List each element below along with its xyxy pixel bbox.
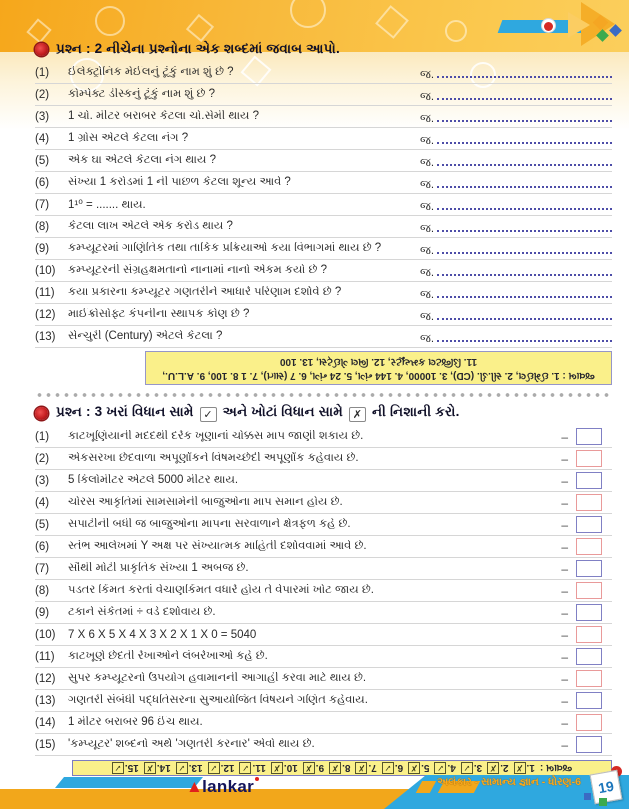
question-number: (12) xyxy=(35,308,56,321)
q2-row-10 xyxy=(35,260,612,282)
dash: – xyxy=(561,451,568,466)
q3-row-6 xyxy=(35,536,612,558)
q2-section-header xyxy=(35,36,612,62)
q3-row-4 xyxy=(35,492,612,514)
statement-text: કાટખૂણે છેદતી રેખાઓને લંબરેખાઓ કહે છે. xyxy=(68,650,268,662)
dash: – xyxy=(561,737,568,752)
answer-blank-line[interactable] xyxy=(437,152,612,166)
mark-number: 10. xyxy=(283,762,298,774)
mark-box: ✓ xyxy=(208,762,220,774)
question-text: કમ્પ્યૂટરમાં ગાણિતિક તથા તાર્કિક પ્રક્રિયાઓ કયા વિભાગમાં થાય છે ? xyxy=(68,242,382,254)
answer-zone xyxy=(420,196,612,214)
question-number: (1) xyxy=(35,66,50,79)
page-footer xyxy=(0,773,629,809)
statement-text: એકસરખા છેદવાળા અપૂર્ણાંકને વિષમચ્છેદી અપૂર્ણાંક કહેવાય છે. xyxy=(68,452,359,464)
statement-number: (8) xyxy=(35,584,50,597)
question-number: (10) xyxy=(35,264,56,277)
mark-box: ✓ xyxy=(382,762,394,774)
dash: – xyxy=(561,605,568,620)
q3-row-3 xyxy=(35,470,612,492)
mark-box: ✓ xyxy=(176,762,188,774)
statement-text: ચોરસ આકૃતિમાં સામસામેની બાજુઓના માપ સમાન હોય છે. xyxy=(68,496,343,508)
answer-zone xyxy=(420,174,612,192)
section-divider-dots xyxy=(35,392,612,398)
question-text: કયા પ્રકારના કમ્પ્યૂટર ગણતરીને આધારે પરિણામ દર્શાવે છે ? xyxy=(68,286,342,298)
statement-text: કાટખૂણિયાની મદદથી દરેક ખૂણાનાં ચોક્કસ માપ જાણી શકાય છે. xyxy=(68,430,364,442)
answer-zone xyxy=(420,284,612,302)
answer-prefix: જ. xyxy=(420,244,435,257)
q3-row-12 xyxy=(35,668,612,690)
logo-a-triangle: ▲ xyxy=(186,777,204,796)
answer-checkbox[interactable] xyxy=(576,648,602,665)
statement-text: ટકાને સંકેતમાં ÷ વડે દર્શાવાય છે. xyxy=(68,606,216,618)
statement-number: (2) xyxy=(35,452,50,465)
q2-row-9 xyxy=(35,238,612,260)
logo-trademark-dot xyxy=(255,777,259,781)
answer-prefix: જ. xyxy=(420,68,435,81)
question-number: (2) xyxy=(35,88,50,101)
statement-text: 1 મીટર બરાબર 96 ઈંચ થાય. xyxy=(68,716,203,728)
mark-number: 8. xyxy=(342,762,351,774)
dash: – xyxy=(561,495,568,510)
q3-row-15 xyxy=(35,734,612,756)
answer-blank-line[interactable] xyxy=(437,196,612,210)
q3-row-2 xyxy=(35,448,612,470)
dash: – xyxy=(561,429,568,444)
q2-row-11 xyxy=(35,282,612,304)
answer-prefix: જ. xyxy=(420,222,435,235)
answer-checkbox[interactable] xyxy=(576,582,602,599)
dash: – xyxy=(561,473,568,488)
statement-text: 7 X 6 X 5 X 4 X 3 X 2 X 1 X 0 = 5040 xyxy=(68,628,257,641)
q3-row-14 xyxy=(35,712,612,734)
answer-zone xyxy=(420,108,612,126)
statement-text: સ્તંભ આલેખમાં Y અક્ષ પર સંખ્યાત્મક માહિતી દર્શાવવામાં આવે છે. xyxy=(68,540,367,552)
page-badge-blue-square xyxy=(584,793,591,800)
question-number: (13) xyxy=(35,330,56,343)
dash: – xyxy=(561,715,568,730)
mark-number: 13. xyxy=(188,762,203,774)
statement-number: (6) xyxy=(35,540,50,553)
answer-prefix: જ. xyxy=(420,288,435,301)
answer-prefix: જ. xyxy=(420,112,435,125)
dash: – xyxy=(561,539,568,554)
statement-number: (9) xyxy=(35,606,50,619)
question-text: કોમ્પેક્ટ ડીસ્કનું ટૂંકું નામ શું છે ? xyxy=(68,88,215,100)
statement-text: 'કમ્પ્યૂટર' શબ્દનો અર્થ 'ગણતરી કરનાર' એવો થાય છે. xyxy=(68,738,315,750)
q3-row-10 xyxy=(35,624,612,646)
question-text: ઈલેક્ટ્રોનિક મેઈલનું ટૂંકું નામ શું છે ? xyxy=(68,66,234,78)
content-column xyxy=(35,36,612,776)
dash: – xyxy=(561,517,568,532)
footer-blue-strip-left xyxy=(55,777,203,788)
question-text: એક ઘા એટલે કેટલા નંગ થાય ? xyxy=(68,154,217,166)
statement-number: (11) xyxy=(35,650,55,663)
answer-blank-line[interactable] xyxy=(437,262,612,276)
q3-row-9 xyxy=(35,602,612,624)
answer-blank-line[interactable] xyxy=(437,284,612,298)
question-number: (5) xyxy=(35,154,50,167)
q3-title-part3: ની નિશાની કરો. xyxy=(371,404,460,419)
question-text: 1¹⁰ = ....... થાય. xyxy=(68,199,146,211)
question-number: (6) xyxy=(35,176,50,189)
mark-box: ✗ xyxy=(514,762,526,774)
flower-bullet-icon xyxy=(35,43,48,56)
dash: – xyxy=(561,561,568,576)
answer-prefix: જ. xyxy=(420,90,435,103)
question-text: કમ્પ્યૂટરની સંગ્રહક્ષમતાનો નાનામાં નાનો એકમ કયો છે ? xyxy=(68,264,327,276)
q2-answer-key-text xyxy=(151,354,606,382)
statement-text: પડતર કિંમત કરતાં વેચાણકિંમત વધારે હોય તે વેપારમાં ખોટ જાય છે. xyxy=(68,584,374,596)
answer-zone xyxy=(420,306,612,324)
mark-number: 7. xyxy=(368,762,377,774)
q3-title-part2: અને ખોટાં વિધાન સામે xyxy=(222,404,343,419)
statement-number: (13) xyxy=(35,694,56,707)
q3-row-8 xyxy=(35,580,612,602)
answer-blank-line[interactable] xyxy=(437,64,612,78)
answer-zone xyxy=(420,240,612,258)
mark-box: ✗ xyxy=(487,762,499,774)
answer-prefix: જ. xyxy=(420,178,435,191)
question-text: સેન્ચુરી (Century) એટલે કેટલા ? xyxy=(68,330,223,342)
question-number: (11) xyxy=(35,286,55,299)
question-number: (4) xyxy=(35,132,50,145)
mark-box: ✗ xyxy=(303,762,315,774)
answer-checkbox[interactable] xyxy=(576,626,602,643)
mark-number: 2. xyxy=(500,762,509,774)
answer-blank-line[interactable] xyxy=(437,218,612,232)
q3-section-header xyxy=(35,400,612,426)
answer-checkbox[interactable] xyxy=(576,494,602,511)
statement-number: (4) xyxy=(35,496,50,509)
answer-checkbox[interactable] xyxy=(576,714,602,731)
publisher-logo xyxy=(186,777,259,797)
answer-blank-line[interactable] xyxy=(437,130,612,144)
q2-row-3 xyxy=(35,106,612,128)
q3-row-1 xyxy=(35,426,612,448)
answer-key-line-2: 11. ડિજિટલ કમ્પ્યૂટર, 12. બિલ ગેઈટ્સ, 13. 100 xyxy=(279,356,478,367)
answer-prefix: જ. xyxy=(420,200,435,213)
answer-zone xyxy=(420,152,612,170)
answer-blank-line[interactable] xyxy=(437,108,612,122)
q2-question-list xyxy=(35,62,612,348)
statement-text: ગણતરી સંબંધી પદ્ધતિસરના સુઆયોજિત વિષયને ગણિત કહેવાય. xyxy=(68,694,368,706)
question-number: (8) xyxy=(35,220,50,233)
statement-number: (3) xyxy=(35,474,50,487)
cross-box-icon: ✗ xyxy=(349,407,366,422)
page-number-badge: 19 xyxy=(590,770,623,804)
answer-key-label: જવાબ : xyxy=(539,762,573,774)
q3-title-part1: પ્રશ્ન : 3 ખરાં વિધાન સામે xyxy=(56,404,194,419)
dash: – xyxy=(561,583,568,598)
statement-number: (14) xyxy=(35,716,56,729)
q3-statement-list xyxy=(35,426,612,756)
answer-zone xyxy=(420,262,612,280)
mark-box: ✗ xyxy=(144,762,156,774)
answer-zone xyxy=(420,328,612,346)
answer-zone xyxy=(420,64,612,82)
q3-row-7 xyxy=(35,558,612,580)
mark-box: ✗ xyxy=(329,762,341,774)
answer-blank-line[interactable] xyxy=(437,240,612,254)
decor-circle xyxy=(95,6,125,36)
q2-row-13 xyxy=(35,326,612,348)
answer-key-line-1: જવાબ : 1. ઈમેઈલ, 2. સી.ડી. (CD), 3. 10000, 4. 144 નંગ, 5. 24 નંગ, 6. 7 (સાત), 7. 1 8. 100, 9. A.L.U., xyxy=(162,370,595,381)
mark-box: ✗ xyxy=(408,762,420,774)
mark-number: 5. xyxy=(421,762,430,774)
answer-prefix: જ. xyxy=(420,332,435,345)
answer-prefix: જ. xyxy=(420,134,435,147)
q2-row-5 xyxy=(35,150,612,172)
mark-number: 12. xyxy=(220,762,235,774)
statement-number: (10) xyxy=(35,628,56,641)
q2-row-4 xyxy=(35,128,612,150)
q2-title: પ્રશ્ન : 2 નીચેના પ્રશ્નોના એક શબ્દમાં જવાબ આપો. xyxy=(56,41,340,56)
mark-number: 3. xyxy=(473,762,483,774)
statement-text: સૌથી મોટી પ્રાકૃતિક સંખ્યા 1 અબજ છે. xyxy=(68,562,249,574)
brand-logo-dot xyxy=(541,18,556,33)
dash: – xyxy=(561,627,568,642)
mark-number: 14. xyxy=(156,762,171,774)
answer-checkbox[interactable] xyxy=(576,560,602,577)
answer-zone xyxy=(420,218,612,236)
q2-answer-key-box xyxy=(145,351,612,385)
answer-prefix: જ. xyxy=(420,310,435,323)
q2-row-8 xyxy=(35,216,612,238)
mark-box: ✓ xyxy=(240,762,252,774)
answer-checkbox[interactable] xyxy=(576,604,602,621)
q2-row-7 xyxy=(35,194,612,216)
question-text: સંખ્યા 1 કરોડમાં 1 ની પાછળ કેટલા શૂન્ય આવે ? xyxy=(68,176,291,188)
q2-row-1 xyxy=(35,62,612,84)
mark-box: ✗ xyxy=(355,762,367,774)
q3-row-5 xyxy=(35,514,612,536)
mark-box: ✗ xyxy=(271,762,283,774)
statement-text: 5 કિલોમીટર એટલે 5000 મીટર થાય. xyxy=(68,474,239,486)
answer-checkbox[interactable] xyxy=(576,516,602,533)
q2-row-6 xyxy=(35,172,612,194)
statement-number: (5) xyxy=(35,518,50,531)
question-text: માઈક્રોસોફ્ટ કંપનીના સ્થાપક કોણ છે ? xyxy=(68,308,250,320)
logo-text: lankar xyxy=(202,777,255,796)
answer-blank-line[interactable] xyxy=(437,174,612,188)
answer-checkbox[interactable] xyxy=(576,472,602,489)
mark-number: 15. xyxy=(124,762,139,774)
answer-prefix: જ. xyxy=(420,266,435,279)
answer-checkbox[interactable] xyxy=(576,450,602,467)
q2-row-12 xyxy=(35,304,612,326)
question-number: (7) xyxy=(35,198,50,211)
answer-blank-line[interactable] xyxy=(437,86,612,100)
flower-bullet-icon xyxy=(35,407,48,420)
answer-prefix: જ. xyxy=(420,156,435,169)
answer-zone xyxy=(420,130,612,148)
mark-number: 4. xyxy=(447,762,456,774)
question-number: (9) xyxy=(35,242,50,255)
statement-number: (1) xyxy=(35,430,50,443)
answer-blank-line[interactable] xyxy=(437,328,612,342)
answer-checkbox[interactable] xyxy=(576,692,602,709)
answer-zone xyxy=(420,86,612,104)
q3-row-13 xyxy=(35,690,612,712)
statement-number: (12) xyxy=(35,672,56,685)
mark-number: 11. xyxy=(252,762,266,774)
mark-number: 1. xyxy=(526,762,535,774)
answer-checkbox[interactable] xyxy=(576,670,602,687)
mark-box: ✓ xyxy=(112,762,124,774)
dash: – xyxy=(561,649,568,664)
question-text: 1 ચો. મીટર બરાબર કેટલા ચો.સેમી થાય ? xyxy=(68,110,260,122)
question-text: કેટલા લાખ એટલે એક કરોડ થાય ? xyxy=(68,220,233,232)
q3-title xyxy=(56,404,460,422)
statement-text: સુપર કમ્પ્યૂટરનો ઉપયોગ હવામાનની આગાહી કરવા માટે થાય છે. xyxy=(68,672,367,684)
answer-checkbox[interactable] xyxy=(576,538,602,555)
question-text: 1 ગ્રોસ એટલે કેટલા નંગ ? xyxy=(68,132,189,144)
mark-box: ✓ xyxy=(461,762,473,774)
answer-checkbox[interactable] xyxy=(576,736,602,753)
q2-row-2 xyxy=(35,84,612,106)
statement-text: સપાટીની બધી જ બાજુઓના માપના સરવાળાને ક્ષેત્રફળ કહે છે. xyxy=(68,518,351,530)
mark-number: 9. xyxy=(315,762,325,774)
check-box-icon: ✓ xyxy=(200,407,217,422)
answer-blank-line[interactable] xyxy=(437,306,612,320)
book-title-footer: અલંકાર - સામાન્ય જ્ઞાન - ધોરણ-6 xyxy=(437,776,581,788)
question-number: (3) xyxy=(35,110,50,123)
statement-number: (7) xyxy=(35,562,50,575)
dash: – xyxy=(561,693,568,708)
statement-number: (15) xyxy=(35,738,56,751)
mark-box: ✓ xyxy=(434,762,446,774)
dash: – xyxy=(561,671,568,686)
answer-checkbox[interactable] xyxy=(576,428,602,445)
q3-row-11 xyxy=(35,646,612,668)
page-badge-green-square xyxy=(599,798,607,806)
mark-number: 6. xyxy=(394,762,404,774)
